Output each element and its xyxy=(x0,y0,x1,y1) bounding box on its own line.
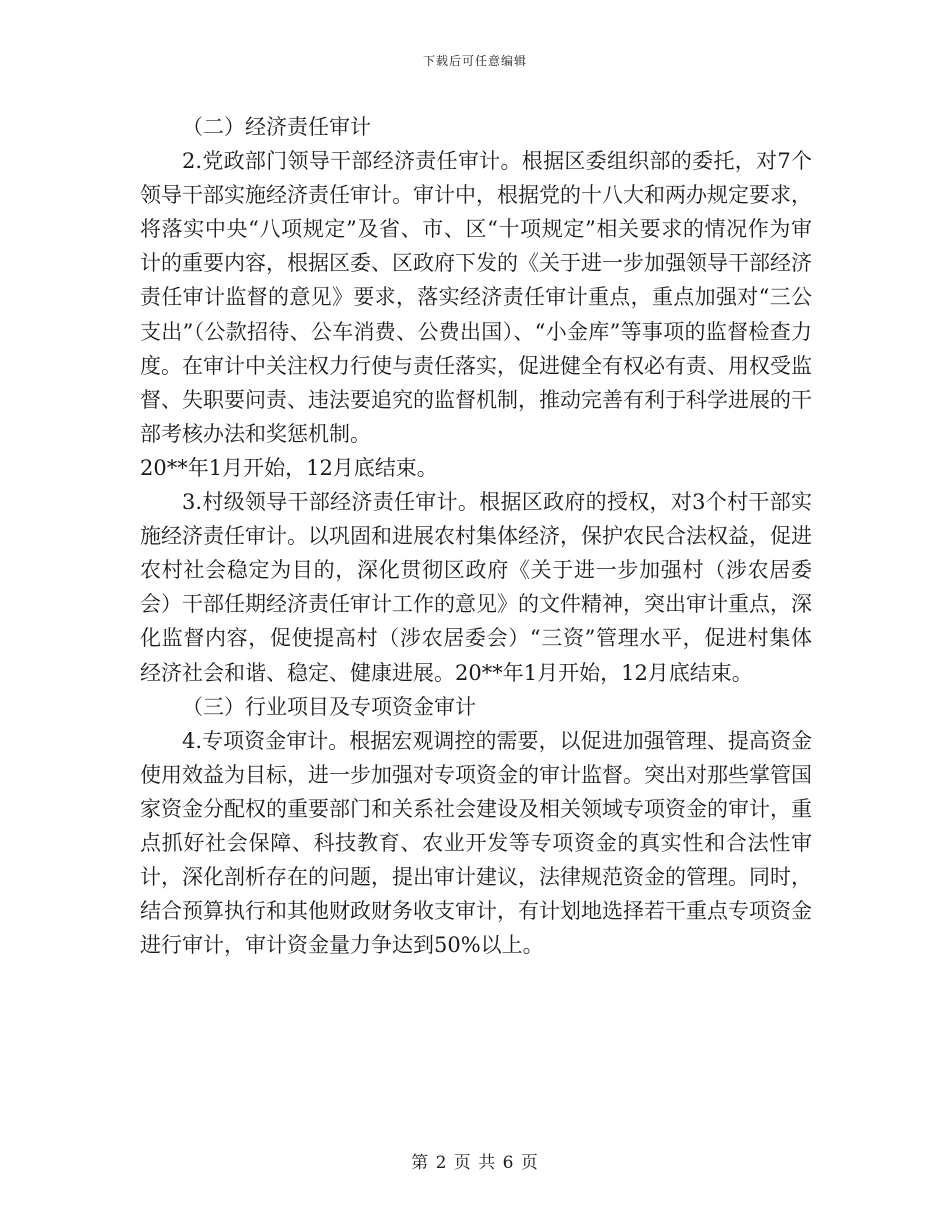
document-body xyxy=(140,110,812,962)
page-number: 第 2 页 共 6 页 xyxy=(411,1153,539,1173)
paragraph-party-government-leaders-audit: 2.党政部门领导干部经济责任审计。根据区委组织部的委托，对7个领导干部实施经济责任审计。审计中，根据党的十八大和两办规定要求，将落实中央“八项规定”及省、市、区“十项规定”相关要求的情况作为审计的重要内容，根据区委、区政府下发的《关于进一步加强领导干部经济责任审计监督的意见》要求，落实经济责任审计重点，重点加强对“三公支出”（公款招待、公车消费、公费出国）、“小金库”等事项的监督检查力度。在审计中关注权力行使与责任落实，促进健全有权必有责、用权受监督、失职要问责、违法要追究的监督机制，推动完善有利于科学进展的干部考核办法和奖惩机制。 xyxy=(140,149,812,446)
paragraph-village-leaders-audit: 3.村级领导干部经济责任审计。根据区政府的授权，对3个村干部实施经济责任审计。以巩固和进展农村集体经济，保护农民合法权益，促进农村社会稳定为目的，深化贯彻区政府《关于进一步加强村（涉农居委会）干部任期经济责任审计工作的意见》的文件精神，突出审计重点，深化监督内容，促使提高村（涉农居委会）“三资”管理水平，促进村集体经济社会和谐、稳定、健康进展。20**年1月开始，12月底结束。 xyxy=(140,490,812,685)
section-heading-industry-project-special-fund-audit: （三）行业项目及专项资金审计 xyxy=(182,694,476,719)
section-heading-economic-responsibility-audit: （二）经济责任审计 xyxy=(182,115,371,139)
paragraph-schedule: 20**年1月开始，12月底结束。 xyxy=(140,455,438,480)
page-header: 下载后可任意编辑 xyxy=(422,54,527,68)
paragraph-special-fund-audit: 4.专项资金审计。根据宏观调控的需要，以促进加强管理、提高资金使用效益为目标，进一步加强对专项资金的审计监督。突出对那些掌管国家资金分配权的重要部门和关系社会建设及相关领域专项资金的审计，重点抓好社会保障、科技教育、农业开发等专项资金的真实性和合法性审计，深化剖析存在的问题，提出审计建议，法律规范资金的管理。同时，结合预算执行和其他财政财务收支审计，有计划地选择若干重点专项资金进行审计，审计资金量力争达到50%以上。 xyxy=(140,728,812,958)
